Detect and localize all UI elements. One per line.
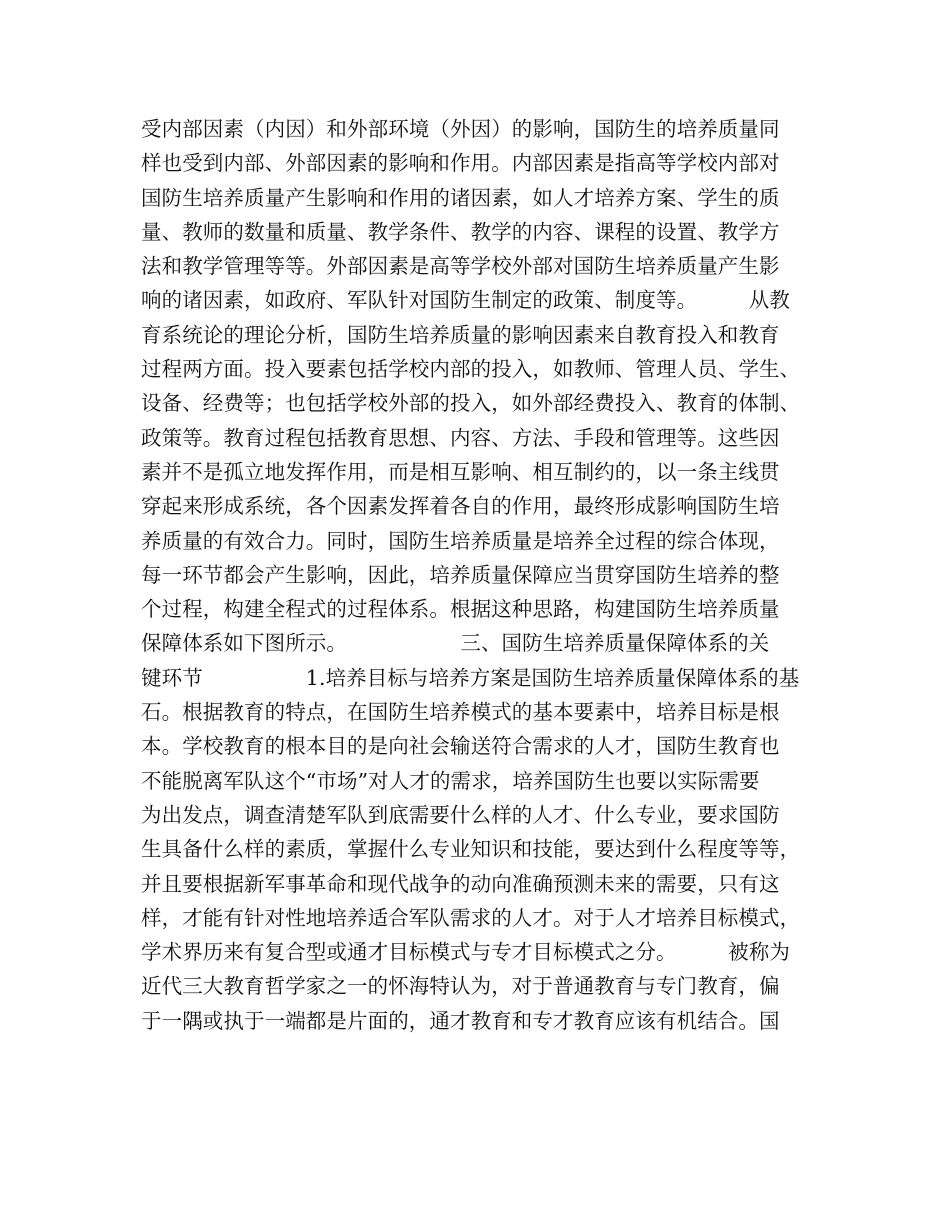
text-line: 学术界历来有复合型或通才目标模式与专才目标模式之分。 被称为 xyxy=(141,940,790,965)
text-line: 政策等。教育过程包括教育思想、内容、方法、手段和管理等。这些因 xyxy=(141,425,780,450)
text-line: 素并不是孤立地发挥作用，而是相互影响、相互制约的，以一条主线贯 xyxy=(141,459,780,484)
text-line: 每一环节都会产生影响，因此，培养质量保障应当贯穿国防生培养的整 xyxy=(141,562,780,587)
text-line: 并且要根据新军事革命和现代战争的动向准确预测未来的需要，只有这 xyxy=(141,871,780,896)
text-line: 响的诸因素，如政府、军队针对国防生制定的政策、制度等。 从教 xyxy=(141,288,790,313)
text-line: 不能脱离军队这个“市场”对人才的需求，培养国防生也要以实际需要 xyxy=(141,768,760,793)
text-line: 国防生培养质量产生影响和作用的诸因素，如人才培养方案、学生的质 xyxy=(141,185,780,210)
text-line: 样也受到内部、外部因素的影响和作用。内部因素是指高等学校内部对 xyxy=(141,151,780,176)
text-line: 养质量的有效合力。同时，国防生培养质量是培养全过程的综合体现， xyxy=(141,528,780,553)
text-line: 育系统论的理论分析，国防生培养质量的影响因素来自教育投入和教育 xyxy=(141,322,780,347)
text-line: 过程两方面。投入要素包括学校内部的投入，如教师、管理人员、学生、 xyxy=(141,357,801,382)
text-line: 设备、经费等；也包括学校外部的投入，如外部经费投入、教育的体制、 xyxy=(141,391,801,416)
body-text xyxy=(141,112,821,1038)
text-line: 穿起来形成系统，各个因素发挥着各自的作用，最终形成影响国防生培 xyxy=(141,494,780,519)
text-line: 量、教师的数量和质量、教学条件、教学的内容、课程的设置、教学方 xyxy=(141,219,780,244)
text-line: 生具备什么样的素质，掌握什么专业知识和技能，要达到什么程度等等， xyxy=(141,837,801,862)
text-line: 法和教学管理等等。外部因素是高等学校外部对国防生培养质量产生影 xyxy=(141,254,780,279)
text-line: 近代三大教育哲学家之一的怀海特认为，对于普通教育与专门教育，偏 xyxy=(141,974,780,999)
text-line: 为出发点，调查清楚军队到底需要什么样的人才、什么专业，要求国防 xyxy=(141,802,780,827)
text-line: 样，才能有针对性地培养适合军队需求的人才。对于人才培养目标模式， xyxy=(141,905,801,930)
text-line: 个过程，构建全程式的过程体系。根据这种思路，构建国防生培养质量 xyxy=(141,597,780,622)
text-line: 石。根据教育的特点，在国防生培养模式的基本要素中，培养目标是根 xyxy=(141,700,780,725)
text-line: 受内部因素（内因）和外部环境（外因）的影响，国防生的培养质量同 xyxy=(141,117,780,141)
text-line: 于一隅或执于一端都是片面的，通才教育和专才教育应该有机结合。国 xyxy=(141,1008,780,1033)
text-line: 本。学校教育的根本目的是向社会输送符合需求的人才，国防生教育也 xyxy=(141,734,780,759)
text-line: 键环节 1.培养目标与培养方案是国防生培养质量保障体系的基 xyxy=(141,665,800,690)
text-line: 保障体系如下图所示。 三、国防生培养质量保障体系的关 xyxy=(141,631,770,656)
